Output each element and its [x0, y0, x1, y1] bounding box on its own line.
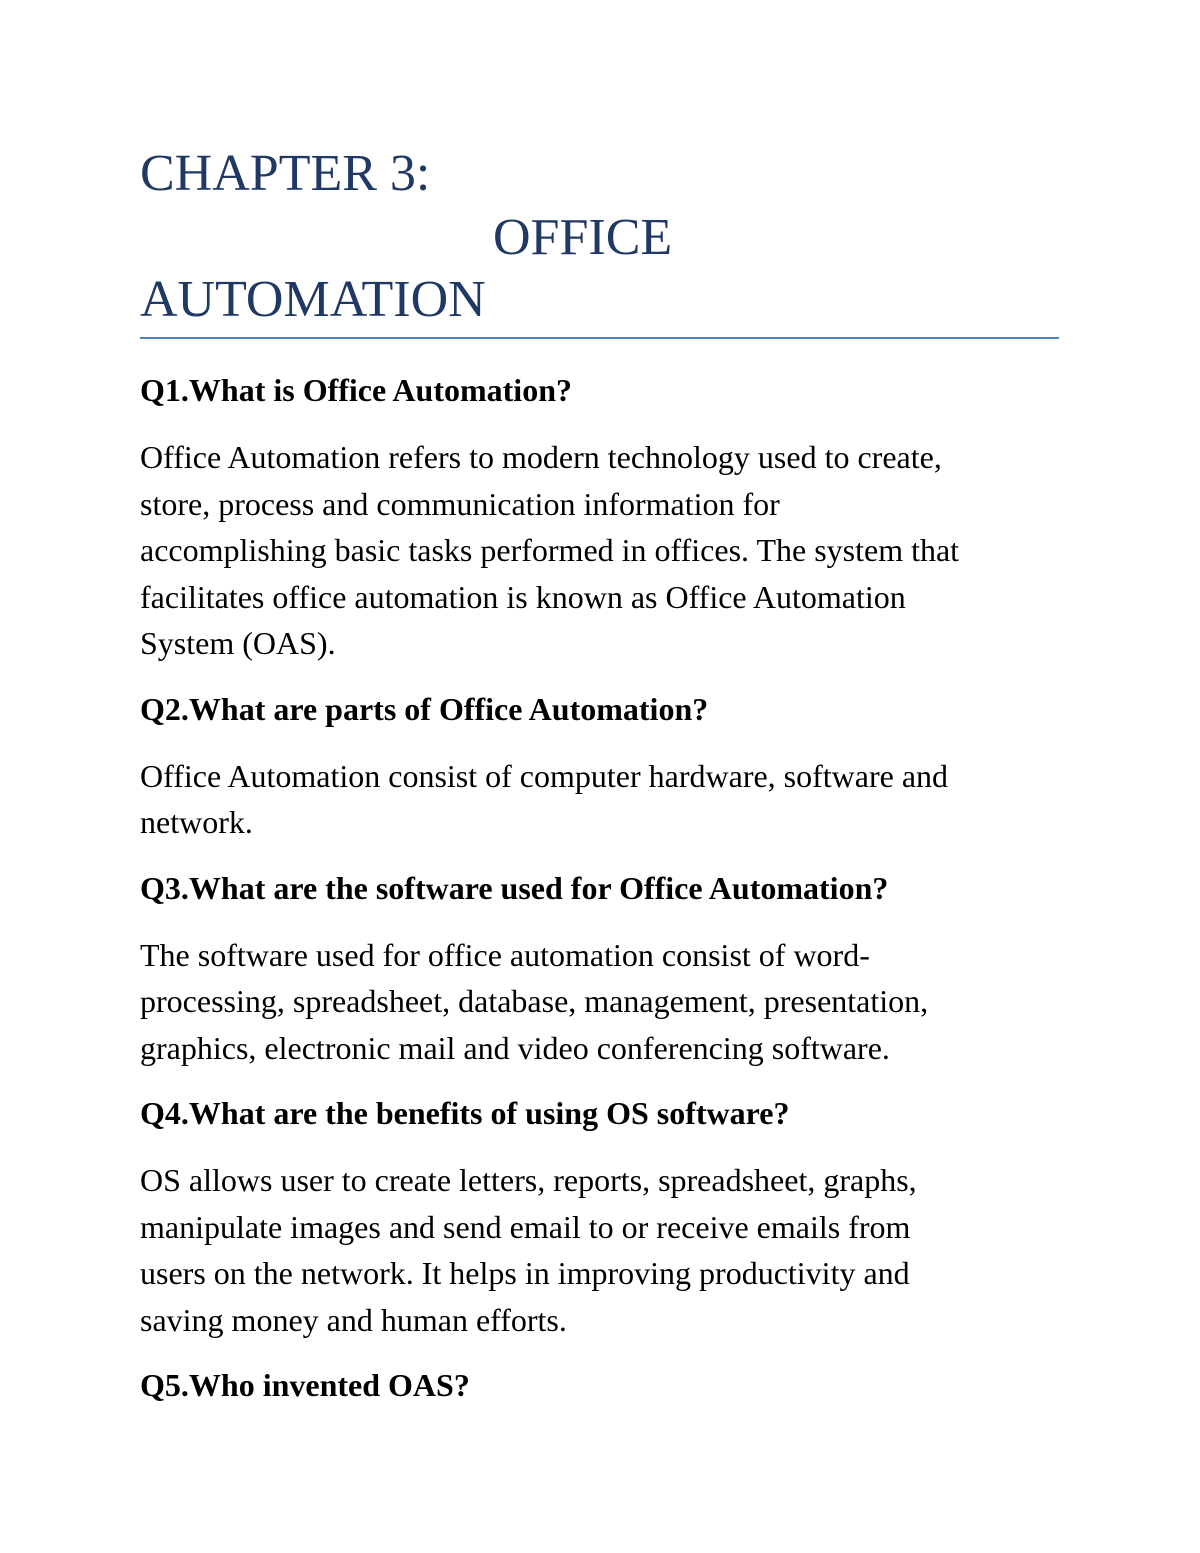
answer-line: facilitates office automation is known as Office Automation: [140, 578, 906, 615]
answer-paragraph: [140, 932, 1060, 1072]
answer-paragraph: [140, 1157, 1060, 1343]
answer-line: The software used for office automation consist of word-: [140, 936, 870, 973]
answer-line: saving money and human efforts.: [140, 1301, 567, 1338]
answer-paragraph: [140, 434, 1060, 667]
answer-line: manipulate images and send email to or receive emails from: [140, 1208, 911, 1245]
answer-line: store, process and communication information for: [140, 485, 780, 522]
answer-line: users on the network. It helps in improving productivity and: [140, 1255, 910, 1291]
answer-line: accomplishing basic tasks performed in offices. The system that: [140, 532, 960, 568]
answer-line: network.: [140, 804, 253, 840]
answer-paragraph: [140, 753, 1060, 846]
question-heading: Q3.What are the software used for Office Automation?: [140, 869, 889, 906]
qa-content: [140, 368, 1060, 1407]
answer-line: OS allows user to create letters, reports, spreadsheet, graphs,: [140, 1162, 917, 1198]
title-underline-divider: [140, 337, 1059, 339]
question-heading: Q2.What are parts of Office Automation?: [140, 690, 709, 727]
question-heading: Q1.What is Office Automation?: [140, 372, 572, 408]
answer-line: System (OAS).: [140, 625, 336, 661]
answer-line: processing, spreadsheet, database, management, presentation,: [140, 983, 929, 1019]
chapter-title: [140, 138, 1060, 341]
question-heading: Q4.What are the benefits of using OS software?: [140, 1095, 790, 1131]
chapter-title-line-2: OFFICE: [493, 209, 673, 266]
question-heading: Q5.Who invented OAS?: [140, 1367, 470, 1403]
answer-line: Office Automation consist of computer hardware, software and: [140, 757, 949, 794]
answer-line: graphics, electronic mail and video conferencing software.: [140, 1029, 890, 1066]
answer-line: Office Automation refers to modern technology used to create,: [140, 439, 942, 475]
chapter-title-line-1: CHAPTER 3:: [140, 145, 431, 202]
chapter-title-line-3: AUTOMATION: [140, 271, 486, 328]
